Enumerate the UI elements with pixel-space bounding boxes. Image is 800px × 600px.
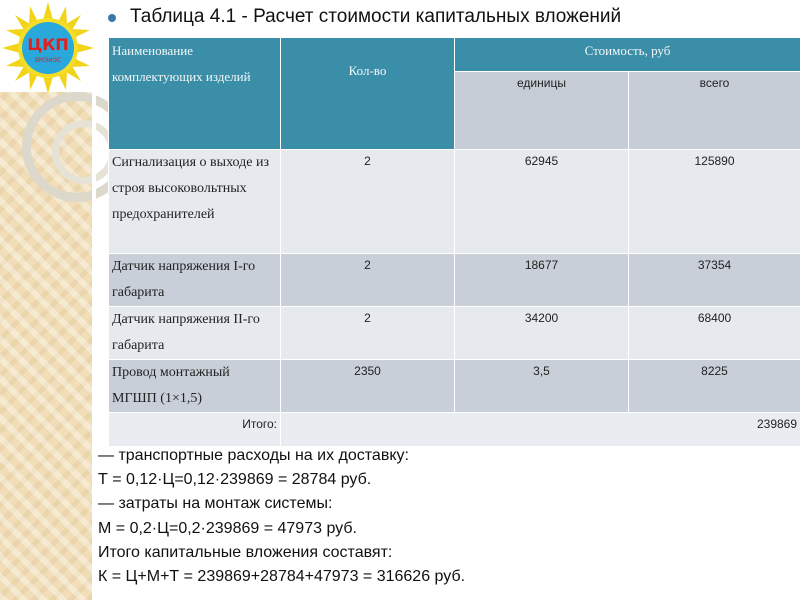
item-unit-cost: 18677 bbox=[455, 254, 629, 307]
calc-line-transport-formula: Т = 0,12·Ц=0,12·239869 = 28784 руб. bbox=[98, 471, 372, 489]
sun-logo-icon bbox=[2, 2, 94, 94]
item-qty: 2 bbox=[281, 307, 455, 360]
header-qty: Кол-во bbox=[281, 38, 455, 150]
total-row bbox=[109, 413, 800, 447]
table-row bbox=[109, 254, 800, 307]
total-label: Итого: bbox=[109, 413, 281, 447]
item-name: Провод монтажный МГШП (1×1,5) bbox=[109, 360, 281, 413]
item-total-cost: 68400 bbox=[629, 307, 800, 360]
item-name: Сигнализация о выходе из строя высоковольтных предохранителей bbox=[109, 150, 281, 254]
calc-line-total-formula: К = Ц+М+Т = 239869+28784+47973 = 316626 руб. bbox=[98, 568, 466, 586]
item-name: Датчик напряжения II-го габарита bbox=[109, 307, 281, 360]
table-row bbox=[109, 150, 800, 254]
item-name: Датчик напряжения I-го габарита bbox=[109, 254, 281, 307]
table-row bbox=[109, 360, 800, 413]
item-qty: 2350 bbox=[281, 360, 455, 413]
item-total-cost: 8225 bbox=[629, 360, 800, 413]
item-unit-cost: 3,5 bbox=[455, 360, 629, 413]
header-total: всего bbox=[629, 72, 800, 150]
header-cost: Стоимость, руб bbox=[455, 38, 800, 72]
total-value: 239869 bbox=[281, 413, 800, 447]
svg-text:ВМЭИЭС: ВМЭИЭС bbox=[34, 57, 62, 64]
calc-line-transport-label: — транспортные расходы на их доставку: bbox=[98, 447, 409, 464]
item-total-cost: 37354 bbox=[629, 254, 800, 307]
calc-line-total-label: Итого капитальные вложения составят: bbox=[98, 543, 393, 561]
item-qty: 2 bbox=[281, 150, 455, 254]
header-unit: единицы bbox=[455, 72, 629, 150]
cost-table bbox=[108, 37, 800, 447]
calc-line-install-formula: М = 0,2·Ц=0,2·239869 = 47973 руб. bbox=[98, 519, 357, 537]
table-row bbox=[109, 307, 800, 360]
svg-text:ЦКП: ЦКП bbox=[27, 35, 69, 54]
item-unit-cost: 34200 bbox=[455, 307, 629, 360]
item-total-cost: 125890 bbox=[629, 150, 800, 254]
slide-title: Таблица 4.1 - Расчет стоимости капитальных вложений bbox=[130, 6, 622, 27]
calculation-text bbox=[98, 444, 465, 589]
item-qty: 2 bbox=[281, 254, 455, 307]
item-unit-cost: 62945 bbox=[455, 150, 629, 254]
header-name: Наименование комплектующих изделий bbox=[109, 38, 281, 150]
decorative-ring-inner bbox=[52, 120, 116, 184]
bullet-icon bbox=[108, 14, 116, 22]
calc-line-install-label: — затраты на монтаж системы: bbox=[98, 495, 333, 513]
